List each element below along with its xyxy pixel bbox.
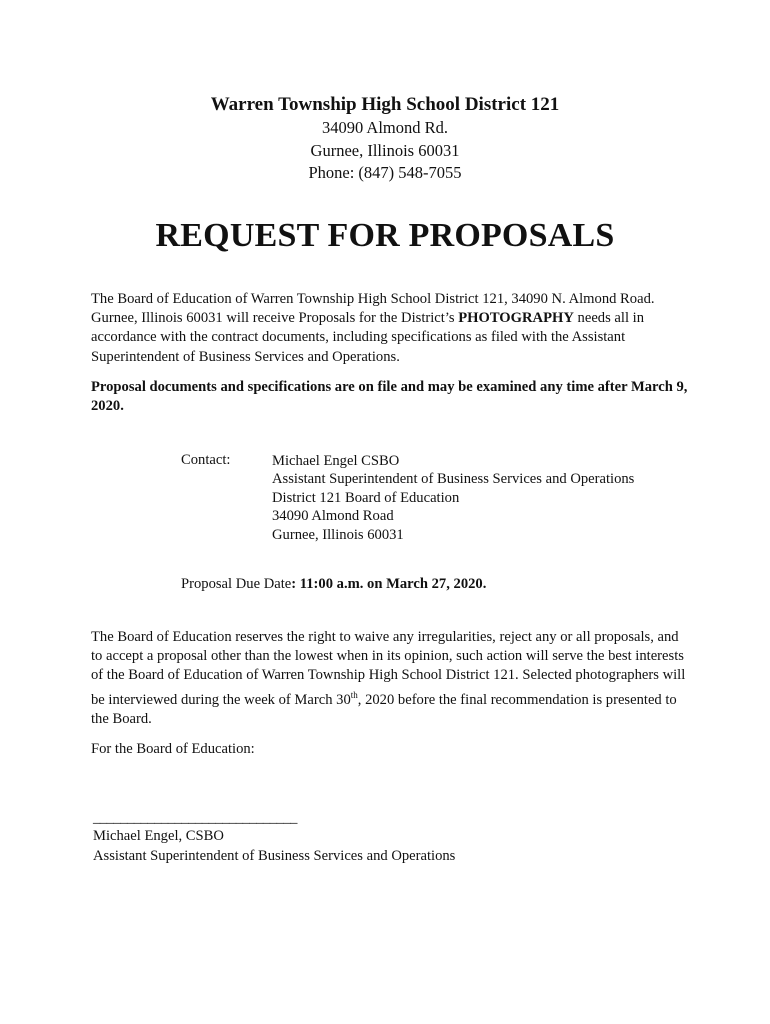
page-title: REQUEST FOR PROPOSALS [155,217,615,254]
signature-block [93,826,455,866]
address-line: 34090 Almond Rd. [321,118,449,137]
rights-text-start: The Board of Education reserves the right to waive any irregularities, reject any or all proposals, and to accept a proposal other than the lowest when in its opinion, such action will serve the best interests of the Board of Education of Warren Township High School District 121. Selected photographers will be interviewed during the week of March 30 [91,629,686,708]
contact-block [272,452,634,544]
due-date-label: Proposal Due Date [181,576,292,592]
intro-emphasis: PHOTOGRAPHY [458,310,574,327]
closing-line: For the Board of Education: [91,741,255,757]
phone-line: Phone: (847) 548-7055 [308,163,462,182]
contact-line: Michael Engel CSBO [272,453,400,469]
organization-name: Warren Township High School District 121 [210,94,560,115]
contact-label: Contact: [181,452,231,468]
due-date-value: : 11:00 a.m. on March 27, 2020. [291,576,487,592]
rights-paragraph [91,628,691,729]
signer-name: Michael Engel, CSBO [93,828,224,844]
contact-line: Assistant Superintendent of Business Services and Operations [272,471,635,488]
availability-paragraph: Proposal documents and specifications are on file and may be examined any time after March 9, 2020. [91,379,688,415]
rights-text-end: , 2020 before the final recommendation is presented to the Board. [91,691,677,727]
intro-text-start: The Board of Education of Warren Township High School District 121, 34090 N. Almond Road. Gurnee, Illinois 60031 will receive Proposals for the District’s [91,291,655,327]
contact-line: District 121 Board of Education [272,489,460,506]
signer-title: Assistant Superintendent of Business Services and Operations [93,848,456,864]
intro-text-end: needs all in accordance with the contract documents, including specifications as filed with the Assistant Superintendent of Business Services and Operations. [91,310,645,365]
contact-line: 34090 Almond Road [272,508,394,525]
contact-line: Gurnee, Illinois 60031 [272,526,404,543]
city-line: Gurnee, Illinois 60031 [310,141,460,160]
rights-superscript: th [350,689,358,700]
intro-paragraph [91,290,691,367]
due-date [181,576,486,593]
signature-line: ______________________________ [93,810,297,826]
